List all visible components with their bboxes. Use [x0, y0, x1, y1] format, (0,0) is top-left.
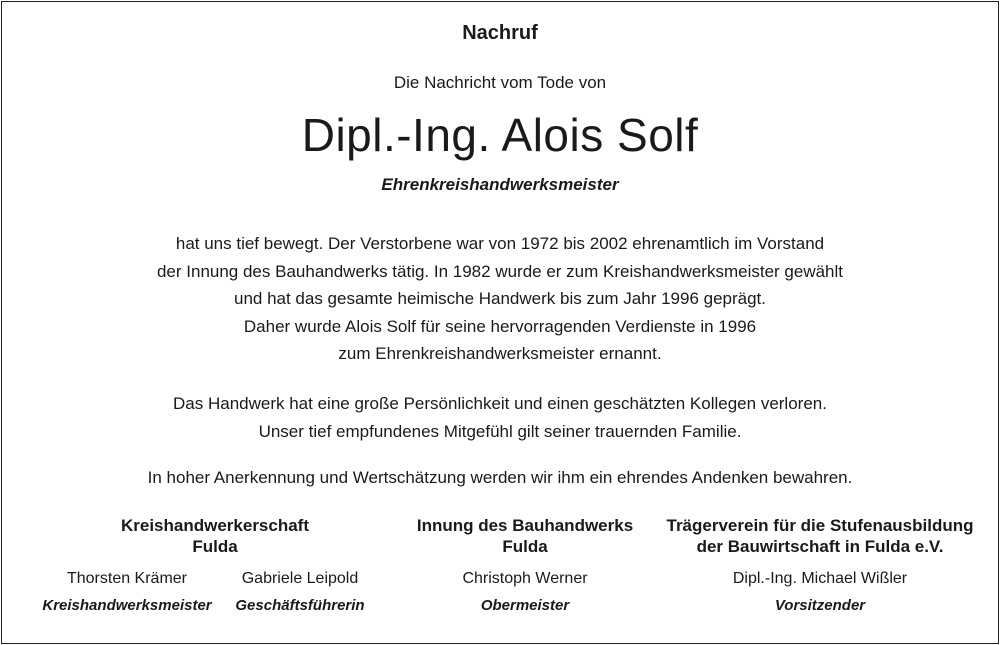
intro-text: Die Nachricht vom Tode von: [393, 73, 607, 92]
signatory-role: Vorsitzender: [774, 597, 866, 614]
signatory-role: Kreishandwerksmeister: [42, 597, 212, 614]
org-name: Innung des Bauhandwerks: [416, 516, 634, 535]
text-line: Unser tief empfundenes Mitgefühl gilt seiner trauernden Familie.: [258, 421, 742, 441]
tribute-paragraph-2: [0, 390, 1000, 445]
org-name: Trägerverein für die Stufenausbildung: [666, 516, 974, 535]
signatory-name: Dipl.-Ing. Michael Wißler: [732, 570, 908, 587]
signatory-name: Christoph Werner: [462, 570, 588, 587]
text-line: und hat das gesamte heimische Handwerk bis zum Jahr 1996 geprägt.: [233, 289, 767, 308]
org-location: Fulda: [192, 537, 238, 556]
signatory-name: Gabriele Leipold: [241, 570, 359, 587]
notice-heading: Nachruf: [462, 22, 538, 44]
organization-innung: [385, 515, 665, 557]
text-line: Das Handwerk hat eine große Persönlichkeit und einen geschätzten Kollegen verloren.: [173, 394, 827, 413]
honorary-title: Ehrenkreishandwerksmeister: [381, 175, 619, 194]
tribute-paragraph-3: In hoher Anerkennung und Wertschätzung werden wir ihm ein ehrendes Andenken bewahren.: [147, 468, 853, 487]
deceased-name: Dipl.-Ing. Alois Solf: [301, 109, 699, 161]
text-line: zum Ehrenkreishandwerksmeister ernannt.: [338, 344, 662, 363]
tribute-paragraph-1: [0, 230, 1000, 368]
org-name: Kreishandwerkerschaft: [120, 516, 310, 535]
signatory-role: Geschäftsführerin: [235, 597, 365, 614]
text-line: hat uns tief bewegt. Der Verstorbene war von 1972 bis 2002 ehrenamtlich im Vorstand: [175, 234, 825, 253]
org-location: Fulda: [502, 537, 548, 556]
organization-kreishandwerkerschaft: [60, 515, 370, 557]
text-line: der Innung des Bauhandwerks tätig. In 1982 wurde er zum Kreishandwerksmeister gewählt: [156, 261, 844, 281]
org-location: der Bauwirtschaft in Fulda e.V.: [696, 537, 944, 556]
text-line: Daher wurde Alois Solf für seine hervorragenden Verdienste in 1996: [243, 316, 757, 336]
organization-traegerverein: [640, 515, 1000, 557]
signatory-role: Obermeister: [480, 597, 570, 614]
signatory-name: Thorsten Krämer: [66, 570, 188, 587]
